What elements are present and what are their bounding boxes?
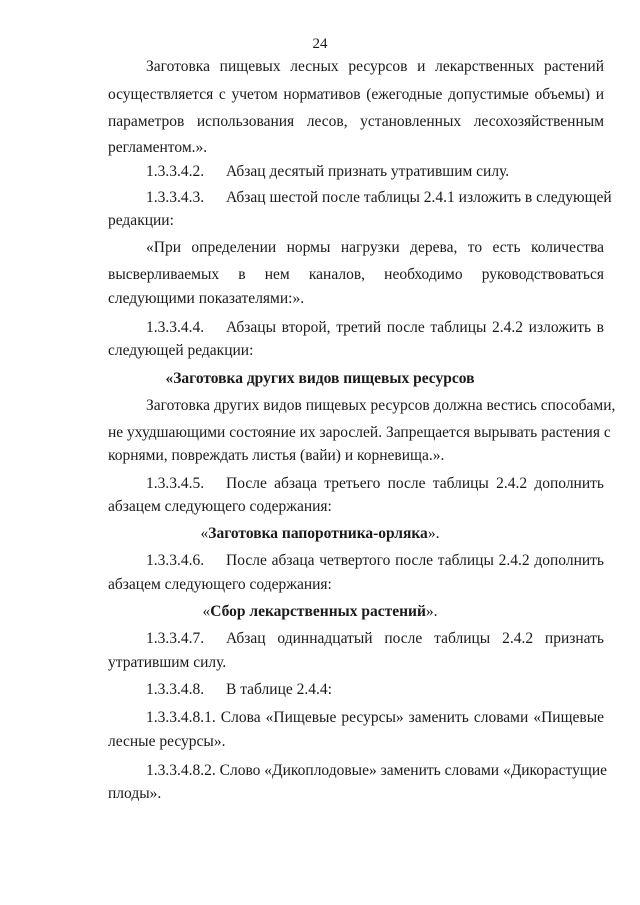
section-heading: «Сбор лекарственных растений».	[202, 603, 438, 620]
paragraph-line: следующей редакции:	[108, 342, 254, 359]
paragraph-line: Заготовка пищевых лесных ресурсов и лекарственных растений	[146, 58, 604, 75]
paragraph-line: Заготовка других видов пищевых ресурсов должна вестись способами,	[146, 397, 616, 414]
clause-1-3-3-4-8-2: 1.3.3.4.8.2. Слово «Дикоплодовые» заменить словами «Дикорастущие	[146, 762, 607, 779]
clause-1-3-3-4-2	[146, 162, 509, 182]
clause-text: После абзаца третьего после таблицы 2.4.2 дополнить	[226, 475, 604, 492]
clause-1-3-3-4-3	[146, 188, 612, 208]
paragraph-line: регламентом.».	[108, 139, 208, 156]
paragraph-line: не ухудшающими состояние их зарослей. Запрещается вырывать растения с	[108, 424, 611, 441]
clause-number: 1.3.3.4.8.	[146, 681, 205, 698]
clause-1-3-3-4-8-1: 1.3.3.4.8.1. Слова «Пищевые ресурсы» заменить словами «Пищевые	[146, 709, 604, 726]
clause-text: Абзацы второй, третий после таблицы 2.4.2 изложить в	[226, 319, 604, 336]
clause-1-3-3-4-5	[146, 474, 604, 494]
clause-text: Абзац десятый признать утратившим силу.	[226, 163, 510, 180]
paragraph-line: утратившим силу.	[108, 654, 227, 671]
clause-number: 1.3.3.4.2.	[146, 163, 205, 180]
paragraph-line: осуществляется с учетом нормативов (ежегодные допустимые объемы) и	[108, 86, 604, 103]
paragraph-line: абзацем следующего содержания:	[108, 576, 332, 593]
quote-line: «При определении нормы нагрузки дерева, то есть количества	[146, 239, 604, 256]
page-number: 24	[312, 36, 328, 52]
paragraph-line: плоды».	[108, 785, 162, 802]
clause-number: 1.3.3.4.4.	[146, 319, 205, 336]
clause-text: После абзаца четвертого после таблицы 2.4.2 дополнить	[226, 552, 604, 569]
clause-text: Абзац шестой после таблицы 2.4.1 изложить в следующей	[226, 189, 612, 206]
clause-number: 1.3.3.4.6.	[146, 552, 205, 569]
clause-1-3-3-4-7	[146, 629, 604, 649]
clause-text: Абзац одиннадцатый после таблицы 2.4.2 признать	[226, 630, 604, 647]
clause-1-3-3-4-4	[146, 318, 604, 338]
paragraph-line: абзацем следующего содержания:	[108, 498, 332, 515]
paragraph-line: параметров использования лесов, установленных лесохозяйственным	[108, 113, 604, 130]
quote-line: следующими показателями:».	[108, 290, 305, 307]
clause-number: 1.3.3.4.7.	[146, 630, 205, 647]
clause-text: В таблице 2.4.4:	[226, 681, 332, 698]
section-heading: «Заготовка папоротника-орляка».	[200, 525, 440, 542]
paragraph-line: редакции:	[108, 212, 174, 229]
clause-1-3-3-4-6	[146, 551, 604, 571]
clause-number: 1.3.3.4.3.	[146, 189, 205, 206]
quote-line: высверливаемых в нем каналов, необходимо руководствоваться	[108, 266, 604, 283]
clause-1-3-3-4-8	[146, 680, 332, 700]
section-heading: «Заготовка других видов пищевых ресурсов	[165, 370, 475, 387]
clause-number: 1.3.3.4.5.	[146, 475, 205, 492]
paragraph-line: лесные ресурсы».	[108, 733, 226, 750]
paragraph-line: корнями, повреждать листья (вайи) и корневища.».	[108, 447, 445, 464]
